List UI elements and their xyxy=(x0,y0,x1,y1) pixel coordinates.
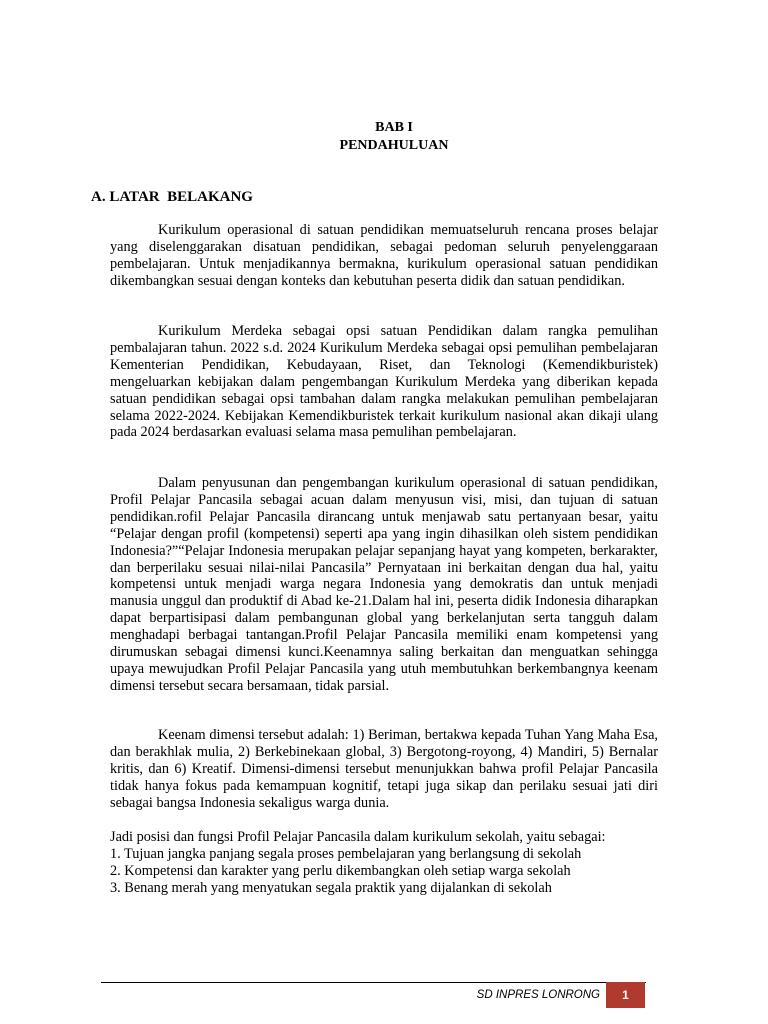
list-item: 3. Benang merah yang menyatukan segala praktik yang dijalankan di sekolah xyxy=(110,879,552,896)
page-number-badge: 1 xyxy=(606,982,645,1008)
paragraph-six-dimensions: Keenam dimensi tersebut adalah: 1) Beriman, bertakwa kepada Tuhan Yang Maha Esa, dan berakhlak mulia, 2) Berkebinekaan global, 3) Bergotong-royong, 4) Mandiri, 5) Bernalar kritis, dan 6) Kreatif. Dimensi-dimensi tersebut menunjukkan bahwa profil Pelajar Pancasila tidak hanya fokus pada kemampuan kognitif, tetapi juga sikap dan perilaku sesuai jati diri sebagai bangsa Indonesia sekaligus warga dunia. xyxy=(110,727,658,811)
list-item: 2. Kompetensi dan karakter yang perlu dikembangkan oleh setiap warga sekolah xyxy=(110,862,571,879)
footer-divider xyxy=(101,982,646,983)
chapter-title: PENDAHULUAN xyxy=(339,138,449,153)
paragraph-profil-pelajar: Dalam penyusunan dan pengembangan kurikulum operasional di satuan pendidikan, Profil Pelajar Pancasila sebagai acuan dalam menyusun visi, misi, dan tujuan di satuan pendidikan.rofil Pelajar Pancasila dirancang untuk menjawab satu pertanyaan besar, yaitu “Pelajar dengan profil (kompetensi) seperti apa yang ingin dihasilkan oleh sistem pendidikan Indonesia?”“Pelajar Indonesia merupakan pelajar sepanjang hayat yang kompeten, berkarakter, dan berperilaku sesuai nilai-nilai Pancasila” Pernyataan ini berkaitan dengan dua hal, yaitu kompetensi untuk menjadi warga negara Indonesia yang demokratis dan untuk menjadi manusia unggul dan produktif di Abad ke-21.Dalam hal ini, peserta didik Indonesia diharapkan dapat berpartisipasi dalam pembangunan global yang berkelanjutan serta tangguh dalam menghadapi berbagai tantangan.Profil Pelajar Pancasila memiliki enam kompetensi yang dirumuskan sebagai dimensi kunci.Keenamnya saling berkaitan dan menguatkan sehingga upaya mewujudkan Profil Pelajar Pancasila yang utuh membutuhkan berkembangnya keenam dimensi tersebut secara bersamaan, tidak parsial. xyxy=(110,475,658,694)
list-item: 1. Tujuan jangka panjang segala proses pembelajaran yang berlangsung di sekolah xyxy=(110,845,582,862)
paragraph-kurikulum-merdeka: Kurikulum Merdeka sebagai opsi satuan Pendidikan dalam rangka pemulihan pembalajaran tahun. 2022 s.d. 2024 Kurikulum Merdeka sebagai opsi pemulihan pembelajaran Kementerian Pendidikan, Kebudayaan, Riset, dan Teknologi (Kemendikburistek) mengeluarkan kebijakan dalam pengembangan Kurikulum Merdeka yang diberikan kepada satuan pendidikan sebagai opsi tambahan dalam rangka melakukan pemulihan pembelajaran selama 2022-2024. Kebijakan Kemendikburistek terkait kurikulum nasional akan dikaji ulang pada 2024 berdasarkan evaluasi selama masa pemulihan pembelajaran. xyxy=(110,323,658,441)
function-list-intro: Jadi posisi dan fungsi Profil Pelajar Pancasila dalam kurikulum sekolah, yaitu sebagai: xyxy=(110,829,606,845)
section-heading: A. LATAR BELAKANG xyxy=(91,189,253,205)
paragraph-curriculum-operational: Kurikulum operasional di satuan pendidikan memuatseluruh rencana proses belajar yang diselenggarakan disatuan pendidikan, sebagai pedoman seluruh penyelenggaraan pembelajaran. Untuk menjadikannya bermakna, kurikulum operasional satuan pendidikan dikembangkan sesuai dengan konteks dan kebutuhan peserta didik dan satuan pendidikan. xyxy=(110,222,658,289)
footer-school-name: SD INPRES LONRONG xyxy=(476,989,600,1001)
chapter-label: BAB I xyxy=(375,120,413,135)
function-list-block xyxy=(110,829,658,897)
